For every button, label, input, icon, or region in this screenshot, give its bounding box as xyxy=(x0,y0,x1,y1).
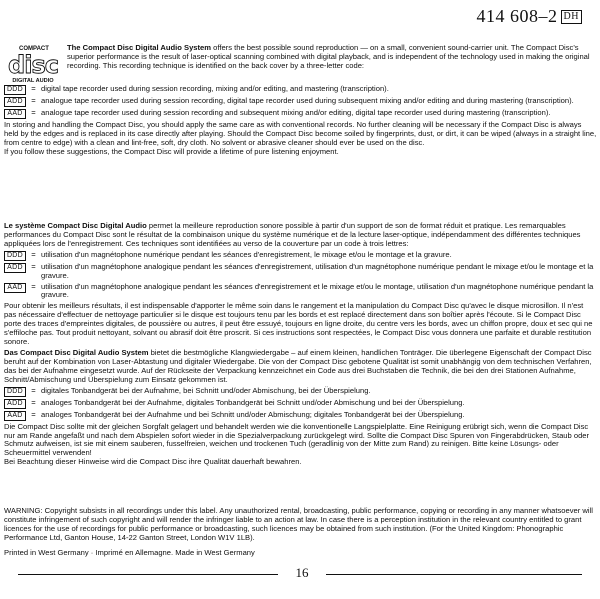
code-row-ddd: DDD = digitales Tonbandgerät bei der Aufnahme, bei Schnitt und/oder Abmischung, bei der Überspielung. xyxy=(4,387,597,397)
logo-bottom-text: DIGITAL AUDIO xyxy=(12,78,54,84)
code-row-ddd: DDD = digital tape recorder used during session recording, mixing and/or editing, and mastering (transcription). xyxy=(4,85,597,95)
german-closing: Bei Beachtung dieser Hinweise wird die Compact Disc ihre Qualität dauerhaft bewahren. xyxy=(4,457,302,467)
english-lead: The Compact Disc Digital Audio System xyxy=(67,43,212,52)
german-intro-text: bietet die bestmögliche Klangwiedergabe – auf einem kleinen, handlichen Tonträger. Die überlegene Eigenschaft der Compact Disc beruht auf der Kombination von Laser-Abtastung und digitaler Wiedergabe. Die von der Compact Disc gebotene Qualität ist somit unabhängig von dem technischen Verfahren, das bei der Aufnahme eingesetzt wurde. Auf der Rückseite der Verpackung kennzeichnet ein Code aus drei Buchstaben die Technik, die bei den drei Stationen Aufnahme, Schnitt/Abmischung und Überspielung zum Einsatz gekommen ist. xyxy=(4,348,592,384)
catalog-number xyxy=(477,6,582,27)
german-intro xyxy=(4,349,597,385)
footer-rule-left xyxy=(18,574,278,575)
english-care: In storing and handling the Compact Disc, you should apply the same care as with conventional records. No further cleaning will be necessary if the Compact Disc is always held by the edges and is replaced in its case directly after playing. Should the Compact Disc become soiled by fingerprints, dust, or dirt, it can be wiped (always in a straight line, from centre to edge) with a clean and lint-free, soft, dry cloth. No solvent or abrasive cleaner should ever be used on the disc. xyxy=(4,120,597,147)
code-row-aad: AAD = utilisation d'un magnétophone analogique pendant les séances d'enregistrement et le mixage et/ou le montage, utilisation d'un magnétophone numérique pendant la gravure. xyxy=(4,283,597,301)
french-lead: Le système Compact Disc Digital Audio xyxy=(4,221,147,230)
english-codes xyxy=(4,83,597,157)
code-badge: AAD xyxy=(4,411,26,421)
compact-disc-logo xyxy=(4,44,62,84)
logo-top-text: COMPACT xyxy=(19,46,49,52)
code-badge: ADD xyxy=(4,97,26,107)
code-badge: DDD xyxy=(4,387,26,397)
printed-in-note: Printed in West Germany · Imprimé en Allemagne. Made in West Germany xyxy=(4,548,255,557)
footer-rule-right xyxy=(326,574,582,575)
page-number: 16 xyxy=(295,565,309,580)
code-row-add: ADD = utilisation d'un magnétophone analogique pendant les séances d'enregistrement, utilisation d'un magnétophone numérique pendant le mixage et/ou le montage et la gravure. xyxy=(4,263,597,281)
code-description: digital tape recorder used during session recording, mixing and/or editing, and mastering (transcription). xyxy=(41,84,389,93)
code-badge: AAD xyxy=(4,109,26,119)
code-row-aad: AAD = analogue tape recorder used during session recording and subsequent mixing and/or editing, digital tape recorder used during mastering (transcription). xyxy=(4,109,597,119)
copyright-warning: WARNING: Copyright subsists in all recordings under this label. Any unauthorized rental, broadcasting, public performance, copying or recording in any manner whatsoever will constitute infringement of such copyright and will render the infringer liable to an action at law. In case there is a perception institution in the relevant country entitled to grant licences for the use of recordings for public performance or broadcasting, such licences may be obtained from such institution. (For the United Kingdom: Phonographic Performance Ltd, Ganton House, 14-22 Ganton Street, London W1V 1LB). xyxy=(4,506,593,542)
code-description: analoges Tonbandgerät bei der Aufnahme und bei Schnitt und/oder Abmischung; digitales Tonbandgerät bei der Überspielung. xyxy=(41,409,465,419)
english-intro xyxy=(67,44,597,71)
code-description: utilisation d'un magnétophone analogique pendant les séances d'enregistrement, utilisation d'un magnétophone numérique pendant le mixage et/ou le montage et la gravure. xyxy=(41,261,594,280)
page-footer xyxy=(0,565,600,583)
code-description: digitales Tonbandgerät bei der Aufnahme, bei Schnitt und/oder Abmischung, bei der Überspielung. xyxy=(41,385,371,395)
code-badge: DDD xyxy=(4,251,26,261)
code-row-add: ADD = analoges Tonbandgerät bei der Aufnahme, digitales Tonbandgerät bei Schnitt und/oder Abmischung und bei der Überspielung. xyxy=(4,399,597,409)
code-description: utilisation d'un magnétophone analogique pendant les séances d'enregistrement et le mixage et/ou le montage, utilisation d'un magnétophone numérique pendant la gravure. xyxy=(41,281,594,300)
logo-main-text: disc xyxy=(8,51,58,79)
german-lead: Das Compact Disc Digital Audio System xyxy=(4,348,149,357)
french-section xyxy=(4,222,597,347)
code-row-ddd: DDD = utilisation d'un magnétophone numérique pendant les séances d'enregistrement, le mixage et/ou le montage et la gravure. xyxy=(4,251,597,261)
english-intro-text: offers the best possible sound reproduction — on a small, convenient sound-carrier unit. The Compact Disc's superior performance is the result of laser-optical scanning combined with digital playback, and is independent of the technology used in making the original recording. This recording technique is identified on the back cover by a three-letter code: xyxy=(67,43,590,70)
code-badge: DDD xyxy=(4,85,26,95)
code-row-add: ADD = analogue tape recorder used during session recording, digital tape recorder used during subsequent mixing and/or editing and during mastering (transcription). xyxy=(4,97,597,107)
dh-badge: DH xyxy=(561,10,582,24)
code-badge: ADD xyxy=(4,399,26,409)
french-care: Pour obtenir les meilleurs résultats, il est indispensable d'apporter le même soin dans le rangement et la manipulation du Compact Disc qu'avec le disque microsillon. Il n'est pas nécessaire d'effectuer de nettoyage particulier si le disque est toujours tenu par les bords et est replacé directement dans son boîtier après l'écoute. Si le Compact Disc porte des traces d'empreintes digitales, de poussière ou autres, il peut être essuyé, toujours en ligne droite, du centre vers les bords, avec un chiffon propre, doux et sec qui ne s'effiloche pas. Tout produit nettoyant, solvant ou abrasif doit être proscrit. Si ces instructions sont respectées, le Compact Disc vous donnera une parfaite et durable restitution sonore. xyxy=(4,301,593,346)
code-description: analogue tape recorder used during session recording, digital tape recorder used during subsequent mixing and/or editing and during mastering (transcription). xyxy=(41,96,574,105)
code-description: analoges Tonbandgerät bei der Aufnahme, digitales Tonbandgerät bei Schnitt und/oder Abmischung und bei der Überspielung. xyxy=(41,397,465,407)
english-closing: If you follow these suggestions, the Compact Disc will provide a lifetime of pure listening enjoyment. xyxy=(4,146,339,156)
code-badge: AAD xyxy=(4,283,26,293)
english-section xyxy=(67,44,597,71)
french-intro xyxy=(4,222,597,249)
code-badge: ADD xyxy=(4,263,26,273)
code-row-aad: AAD = analoges Tonbandgerät bei der Aufnahme und bei Schnitt und/oder Abmischung; digitales Tonbandgerät bei der Überspielung. xyxy=(4,411,597,421)
code-description: utilisation d'un magnétophone numérique pendant les séances d'enregistrement, le mixage et/ou le montage et la gravure. xyxy=(41,249,452,259)
code-description: analogue tape recorder used during session recording and subsequent mixing and/or editing, digital tape recorder used during mastering (transcription). xyxy=(41,108,551,117)
french-intro-text: permet la meilleure reproduction sonore possible à partir d'un support de son de format réduit et pratique. Les remarquables performances du Compact Disc sont le résultat de la combinaison unique du système numérique et de la lecture laser-optique, indépendamment des différentes techniques appliquées lors de l'enregistrement. Ces techniques sont identifiées au verso de la couverture par un code à trois lettres: xyxy=(4,221,581,248)
catalog-code: 414 608–2 xyxy=(476,6,558,26)
german-section xyxy=(4,349,597,467)
german-care: Die Compact Disc sollte mit der gleichen Sorgfalt gelagert und behandelt werden wie die konventionelle Langspielplatte. Eine Reinigung erübrigt sich, wenn die Compact Disc nur am Rande angefaßt und nach dem Abspielen sofort wieder in die Spezialverpackung zurückgelegt wird. Sollte die Compact Disc Spuren von Fingerabdrücken, Staub oder Schmutz aufweisen, ist sie mit einem sauberen, fusselfreien, weichen und trockenen Tuch (geradlinig von der Mitte zum Rand) zu reinigen. Bitte keine Lösungs- oder Scheuermittel verwenden! xyxy=(4,421,590,458)
